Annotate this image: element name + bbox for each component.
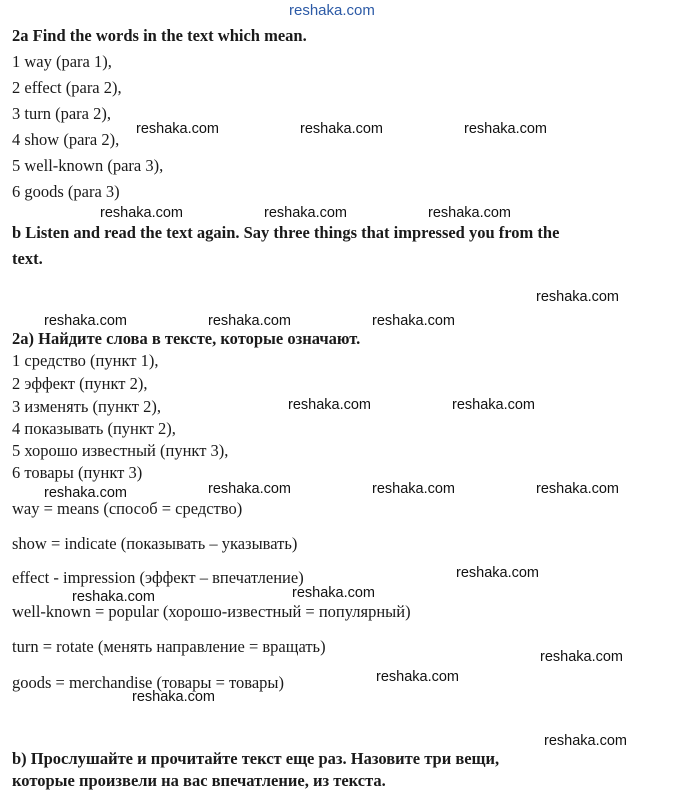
watermark: reshaka.com (372, 313, 456, 329)
watermark: reshaka.com (300, 121, 384, 137)
watermark: reshaka.com (132, 689, 216, 705)
task-b-heading-line1: b Listen and read the text again. Say three things that impressed you from the (12, 223, 560, 242)
watermark: reshaka.com (208, 481, 292, 497)
site-watermark-top: reshaka.com (289, 2, 375, 19)
watermark: reshaka.com (100, 205, 184, 221)
task-2a-ru-item: 3 изменять (пункт 2), (12, 397, 161, 416)
task-2a-ru-item: 1 средство (пункт 1), (12, 351, 159, 370)
answer-line: effect - impression (эффект – впечатление) (12, 568, 304, 587)
watermark: reshaka.com (464, 121, 548, 137)
task-2a-item: 6 goods (para 3) (12, 182, 120, 201)
watermark: reshaka.com (292, 585, 376, 601)
task-b-heading-line2: text. (12, 249, 43, 268)
watermark: reshaka.com (376, 669, 460, 685)
watermark: reshaka.com (536, 481, 620, 497)
watermark: reshaka.com (372, 481, 456, 497)
task-2a-item: 2 effect (para 2), (12, 78, 122, 97)
watermark: reshaka.com (44, 313, 128, 329)
task-2a-ru-item: 6 товары (пункт 3) (12, 463, 143, 482)
watermark: reshaka.com (428, 205, 512, 221)
answer-line: show = indicate (показывать – указывать) (12, 534, 298, 553)
answer-line: goods = merchandise (товары = товары) (12, 673, 284, 692)
task-b-ru-heading-line2: которые произвели на вас впечатление, из текста. (12, 771, 386, 790)
task-2a-heading: 2a Find the words in the text which mean. (12, 26, 307, 45)
watermark: reshaka.com (456, 565, 540, 581)
task-2a-ru-heading: 2a) Найдите слова в тексте, которые означают. (12, 329, 361, 348)
task-2a-ru-item: 2 эффект (пункт 2), (12, 374, 148, 393)
task-2a-ru-item: 5 хорошо известный (пункт 3), (12, 441, 229, 460)
watermark: reshaka.com (536, 289, 620, 305)
watermark: reshaka.com (136, 121, 220, 137)
watermark: reshaka.com (544, 733, 628, 749)
task-b-ru-heading-line1: b) Прослушайте и прочитайте текст еще раз. Назовите три вещи, (12, 749, 500, 768)
watermark: reshaka.com (264, 205, 348, 221)
task-2a-ru-item: 4 показывать (пункт 2), (12, 419, 176, 438)
watermark: reshaka.com (452, 397, 536, 413)
task-2a-item: 1 way (para 1), (12, 52, 112, 71)
watermark: reshaka.com (288, 397, 372, 413)
task-2a-item: 5 well-known (para 3), (12, 156, 164, 175)
watermark: reshaka.com (540, 649, 624, 665)
answer-line: way = means (способ = средство) (12, 499, 243, 518)
answer-line: well-known = popular (хорошо-известный = популярный) (12, 602, 411, 621)
watermark: reshaka.com (208, 313, 292, 329)
answer-line: turn = rotate (менять направление = вращать) (12, 637, 326, 656)
watermark: reshaka.com (72, 589, 156, 605)
watermark: reshaka.com (44, 485, 128, 501)
task-2a-item: 4 show (para 2), (12, 130, 120, 149)
task-2a-item: 3 turn (para 2), (12, 104, 111, 123)
